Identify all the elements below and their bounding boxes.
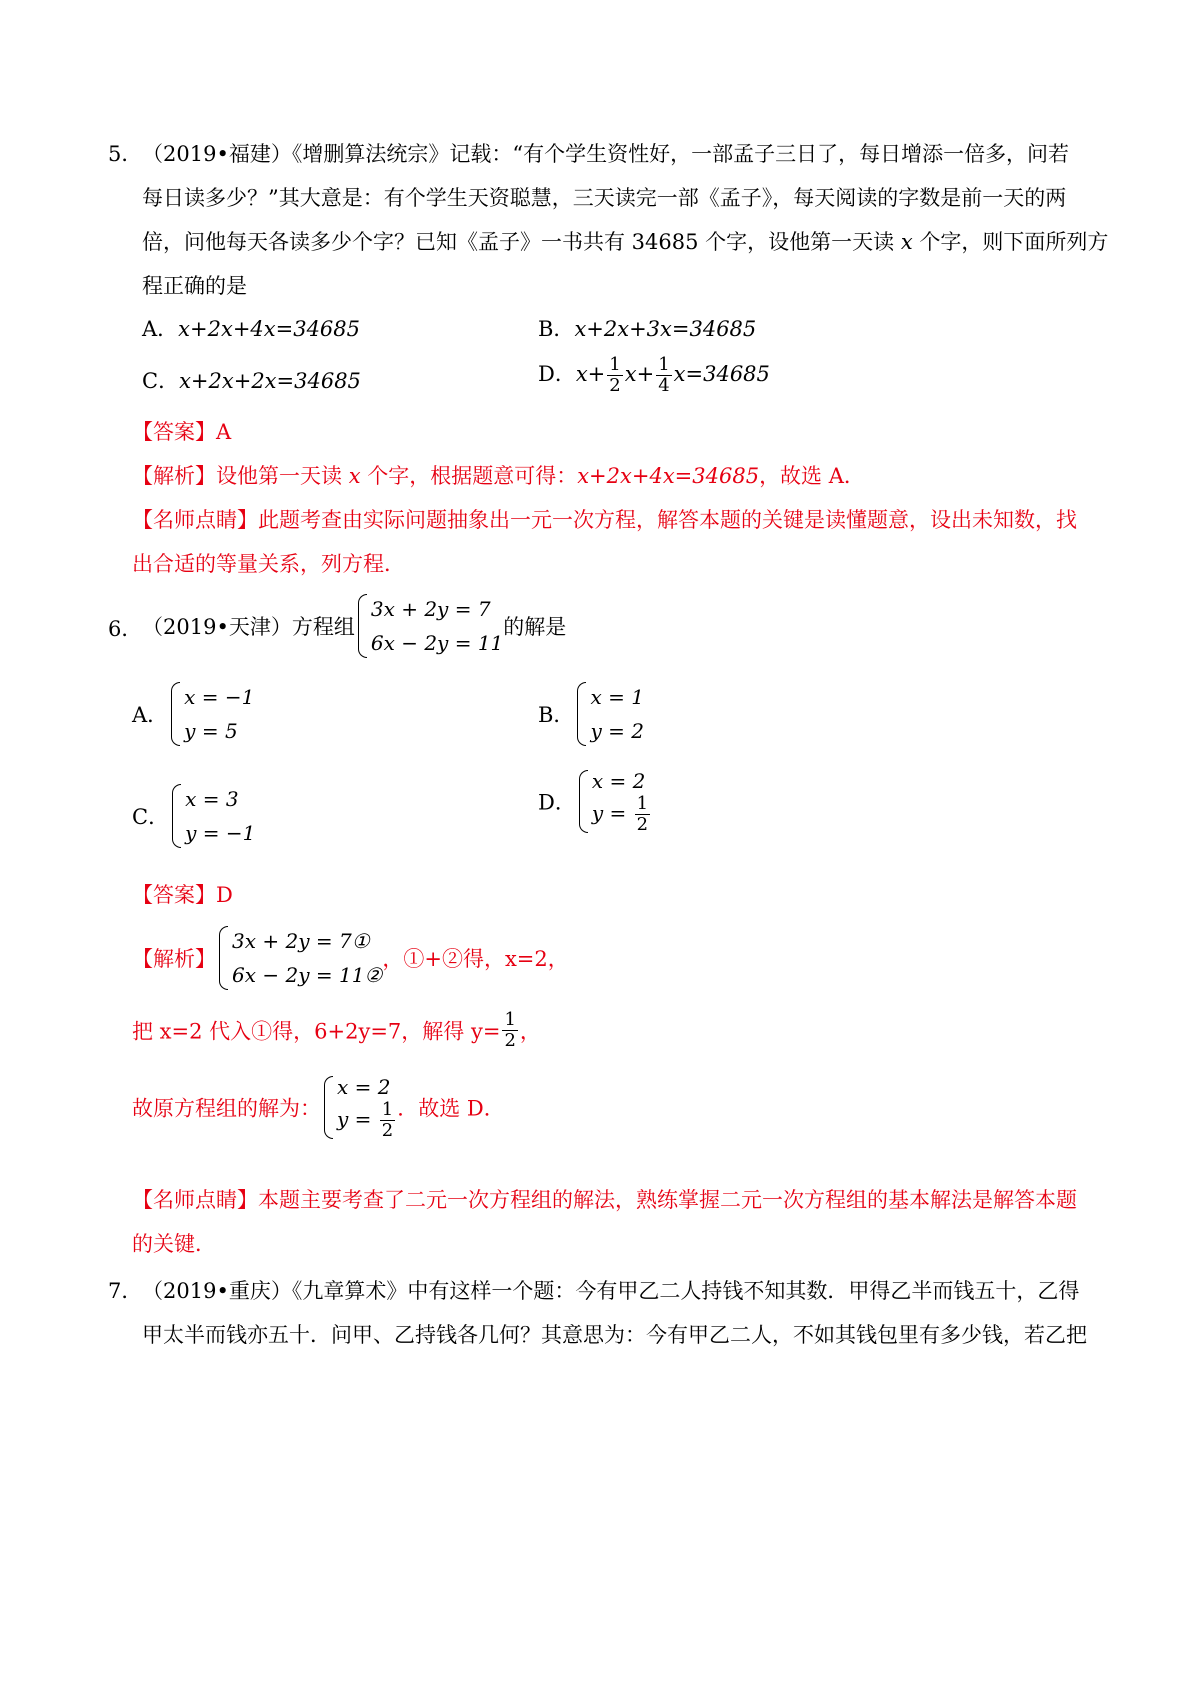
- q5-option-d: D．x+ $\frac{1}{2}$ x+ $\frac{1}{4}$ x=34685: [538, 354, 770, 396]
- q5-line-4: 程正确的是: [142, 274, 247, 298]
- q6-system: 3x + 2y = 7 6x − 2y = 11: [355, 592, 503, 660]
- q5-answer: 【答案】A: [132, 420, 232, 444]
- q5-option-a: A．x+2x+4x=34685: [142, 317, 361, 341]
- q6-solution: 故原方程组的解为： x = 2 y = $\frac{1}{2}$ ．故选 D．: [132, 1075, 505, 1141]
- q6-stem: （2019•天津）方程组 3x + 2y = 7 6x − 2y = 11 的解是: [142, 592, 566, 660]
- q5-tip-line-2: 出合适的等量关系，列方程．: [132, 552, 405, 576]
- q5-number: 5．: [108, 142, 143, 166]
- q6-option-a: A． x = −1 y = 5: [132, 680, 254, 748]
- q7-line-2: 甲太半而钱亦五十．问甲、乙持钱各几何？其意思为：今有甲乙二人，不如其钱包里有多少钱，若乙把: [142, 1323, 1087, 1347]
- q6-tip-line-1: 【名师点睛】本题主要考查了二元一次方程组的解法，熟练掌握二元一次方程组的基本解法是解答本题: [132, 1188, 1077, 1212]
- q7-number: 7．: [108, 1279, 143, 1303]
- q6-option-b: B． x = 1 y = 2: [538, 680, 644, 748]
- q6-tip-line-2: 的关键．: [132, 1232, 216, 1256]
- q6-substitution: 把 x=2 代入①得，6+2y=7，解得 y= $\frac{1}{2}$ ，: [132, 1009, 541, 1051]
- q7-line-1: （2019•重庆）《九章算术》中有这样一个题：今有甲乙二人持钱不知其数．甲得乙半而钱五十，乙得: [142, 1279, 1080, 1303]
- q5-tip-line-1: 【名师点睛】此题考查由实际问题抽象出一元一次方程，解答本题的关键是读懂题意，设出未知数，找: [132, 508, 1077, 532]
- q6-answer: 【答案】D: [132, 883, 233, 907]
- q6-option-c: C． x = 3 y = −1: [132, 782, 255, 850]
- q5-analysis: 【解析】设他第一天读 x 个字，根据题意可得：x+2x+4x=34685，故选 A．: [132, 464, 865, 488]
- q5-line-1: （2019•福建）《增删算法统宗》记载：“有个学生资性好，一部孟子三日了，每日增添一倍多，问若: [142, 142, 1070, 166]
- q5-line-3: 倍，问他每天各读多少个字？已知《孟子》一书共有 34685 个字，设他第一天读 x 个字，则下面所列方: [142, 230, 1109, 254]
- q5-line-2: 每日读多少？”其大意是：有个学生天资聪慧，三天读完一部《孟子》，每天阅读的字数是前一天的两: [142, 186, 1067, 210]
- q5-option-c: C．x+2x+2x=34685: [142, 369, 361, 393]
- q5-option-b: B．x+2x+3x=34685: [538, 317, 757, 341]
- q6-analysis: 【解析】 3x + 2y = 7① 6x − 2y = 11② ，①+②得，x=2，: [132, 924, 569, 992]
- q6-option-d: D． x = 2 y = $\frac{1}{2}$: [538, 768, 652, 835]
- q6-number: 6．: [108, 617, 143, 641]
